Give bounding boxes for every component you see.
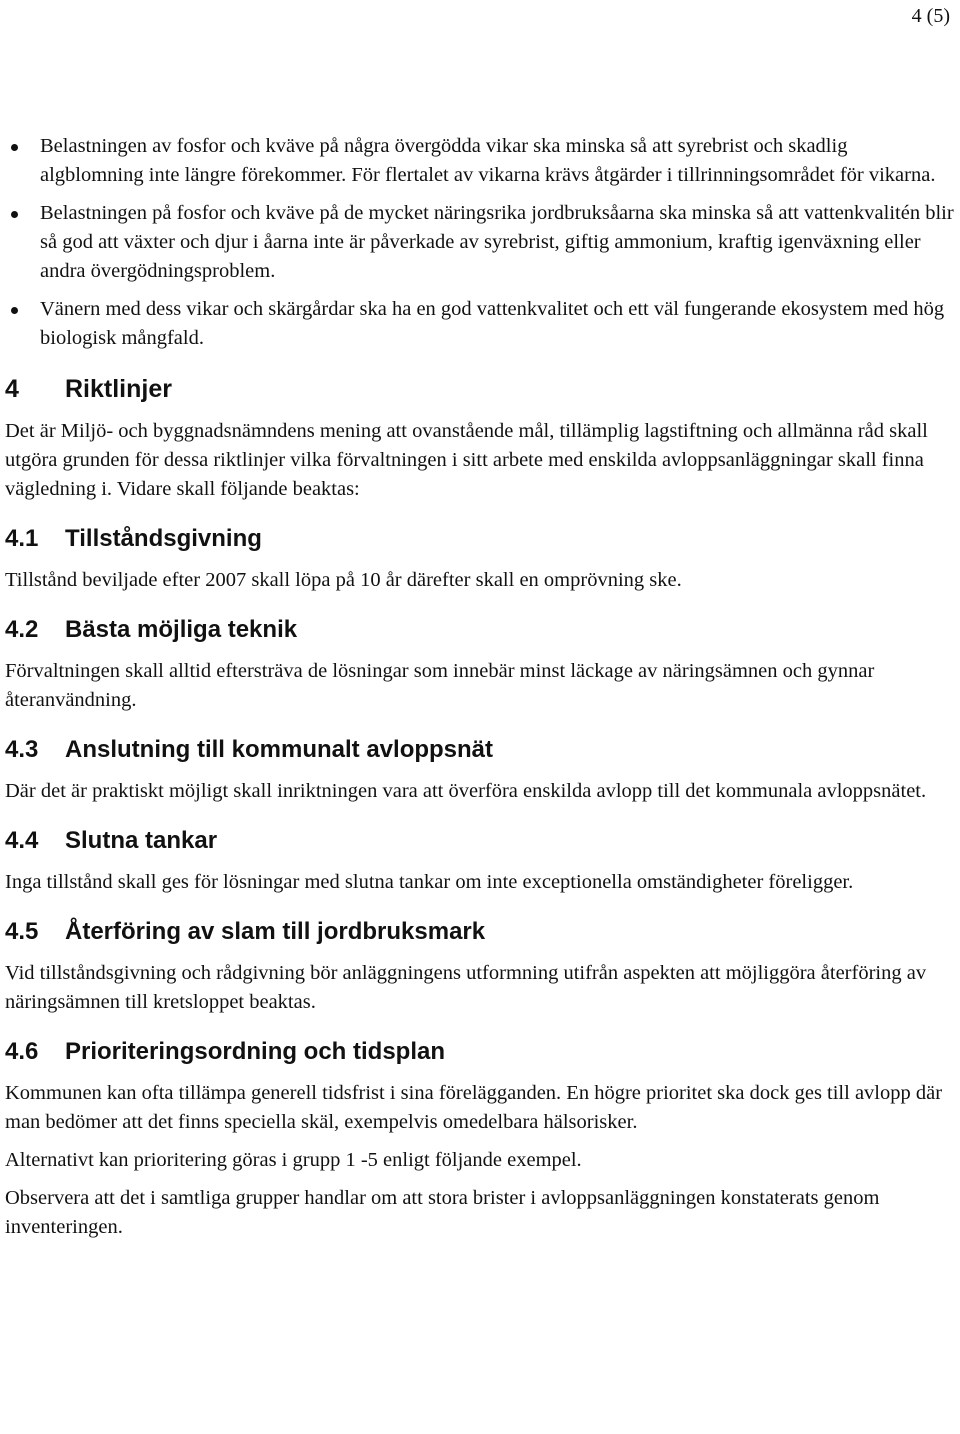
document-body: [5, 132, 955, 1242]
subsection-heading-4-2: [5, 615, 955, 645]
bullet-icon: [11, 144, 18, 151]
section-heading-4: [5, 374, 955, 404]
subsection-paragraph: Där det är praktiskt möjligt skall inriktningen vara att överföra enskilda avlopp till det kommunala avloppsnätet.: [5, 780, 927, 802]
page-number: 4 (5): [911, 5, 950, 27]
subsection-title: Återföring av slam till jordbruksmark: [65, 918, 486, 945]
bullet-icon: [11, 211, 18, 218]
subsection-heading-4-3: [5, 735, 955, 765]
subsection-number: 4.4: [5, 827, 39, 854]
subsection-heading-4-1: [5, 524, 955, 554]
section-title: Riktlinjer: [65, 375, 172, 403]
subsection-paragraph: Kommunen kan ofta tillämpa generell tidsfrist i sina förelägganden. En högre prioritet ska dock ges till avlopp där man bedömer att det finns speciella skäl, exempelvis omedelbara hälsorisker.: [5, 1082, 943, 1133]
subsection-paragraph: Inga tillstånd skall ges för lösningar med slutna tankar om inte exceptionella omständigheter föreligger.: [5, 871, 854, 893]
subsection-title: Tillståndsgivning: [65, 525, 262, 552]
subsection-heading-4-5: [5, 917, 955, 947]
subsection-title: Anslutning till kommunalt avloppsnät: [65, 736, 494, 763]
list-item: [5, 132, 955, 190]
bullet-text: Belastningen på fosfor och kväve på de mycket näringsrika jordbruksåarna ska minska så att vattenkvalitén blir så god att växter och djur i åarna inte är påverkade av syrebrist, giftig ammonium, kraftig igenväxning eller andra övergödningsproblem.: [40, 202, 954, 282]
goal-bullet-list: [5, 132, 955, 353]
section-number: 4: [5, 375, 19, 403]
subsection-number: 4.6: [5, 1038, 39, 1065]
subsection-paragraph: Vid tillståndsgivning och rådgivning bör anläggningens utformning utifrån aspekten att möjliggöra återföring av näringsämnen till kretsloppet beaktas.: [5, 962, 927, 1013]
list-item: [5, 295, 955, 353]
subsection-paragraph: Tillstånd beviljade efter 2007 skall löpa på 10 år därefter skall en omprövning ske.: [5, 569, 682, 591]
subsection-heading-4-6: [5, 1037, 955, 1067]
subsection-title: Prioriteringsordning och tidsplan: [65, 1038, 446, 1065]
bullet-icon: [11, 307, 18, 314]
bullet-text: Vänern med dess vikar och skärgårdar ska ha en god vattenkvalitet och ett väl fungerande ekosystem med hög biologisk mångfald.: [40, 298, 945, 349]
subsection-number: 4.3: [5, 736, 39, 763]
subsection-paragraph: Observera att det i samtliga grupper handlar om att stora brister i avloppsanläggningen konstaterats genom inventeringen.: [5, 1187, 880, 1238]
subsection-number: 4.5: [5, 918, 39, 945]
section-paragraph: Det är Miljö- och byggnadsnämndens mening att ovanstående mål, tillämplig lagstiftning och allmänna råd skall utgöra grunden för dessa riktlinjer vilka förvaltningen i sitt arbete med enskilda avloppsanläggningar skall finna vägledning i. Vidare skall följande beaktas:: [5, 420, 928, 500]
bullet-text: Belastningen av fosfor och kväve på några övergödda vikar ska minska så att syrebrist och skadlig algblomning inte längre förekommer. För flertalet av vikarna krävs åtgärder i tillrinningsområdet för vikarna.: [40, 135, 936, 186]
subsection-number: 4.2: [5, 616, 39, 643]
subsection-paragraph: Alternativt kan prioritering göras i grupp 1 -5 enligt följande exempel.: [5, 1149, 582, 1171]
subsection-heading-4-4: [5, 826, 955, 856]
subsection-title: Bästa möjliga teknik: [65, 616, 298, 643]
list-item: [5, 199, 955, 286]
subsection-paragraph: Förvaltningen skall alltid eftersträva de lösningar som innebär minst läckage av näringsämnen och gynnar återanvändning.: [5, 660, 875, 711]
subsection-title: Slutna tankar: [65, 827, 218, 854]
subsection-number: 4.1: [5, 525, 39, 552]
